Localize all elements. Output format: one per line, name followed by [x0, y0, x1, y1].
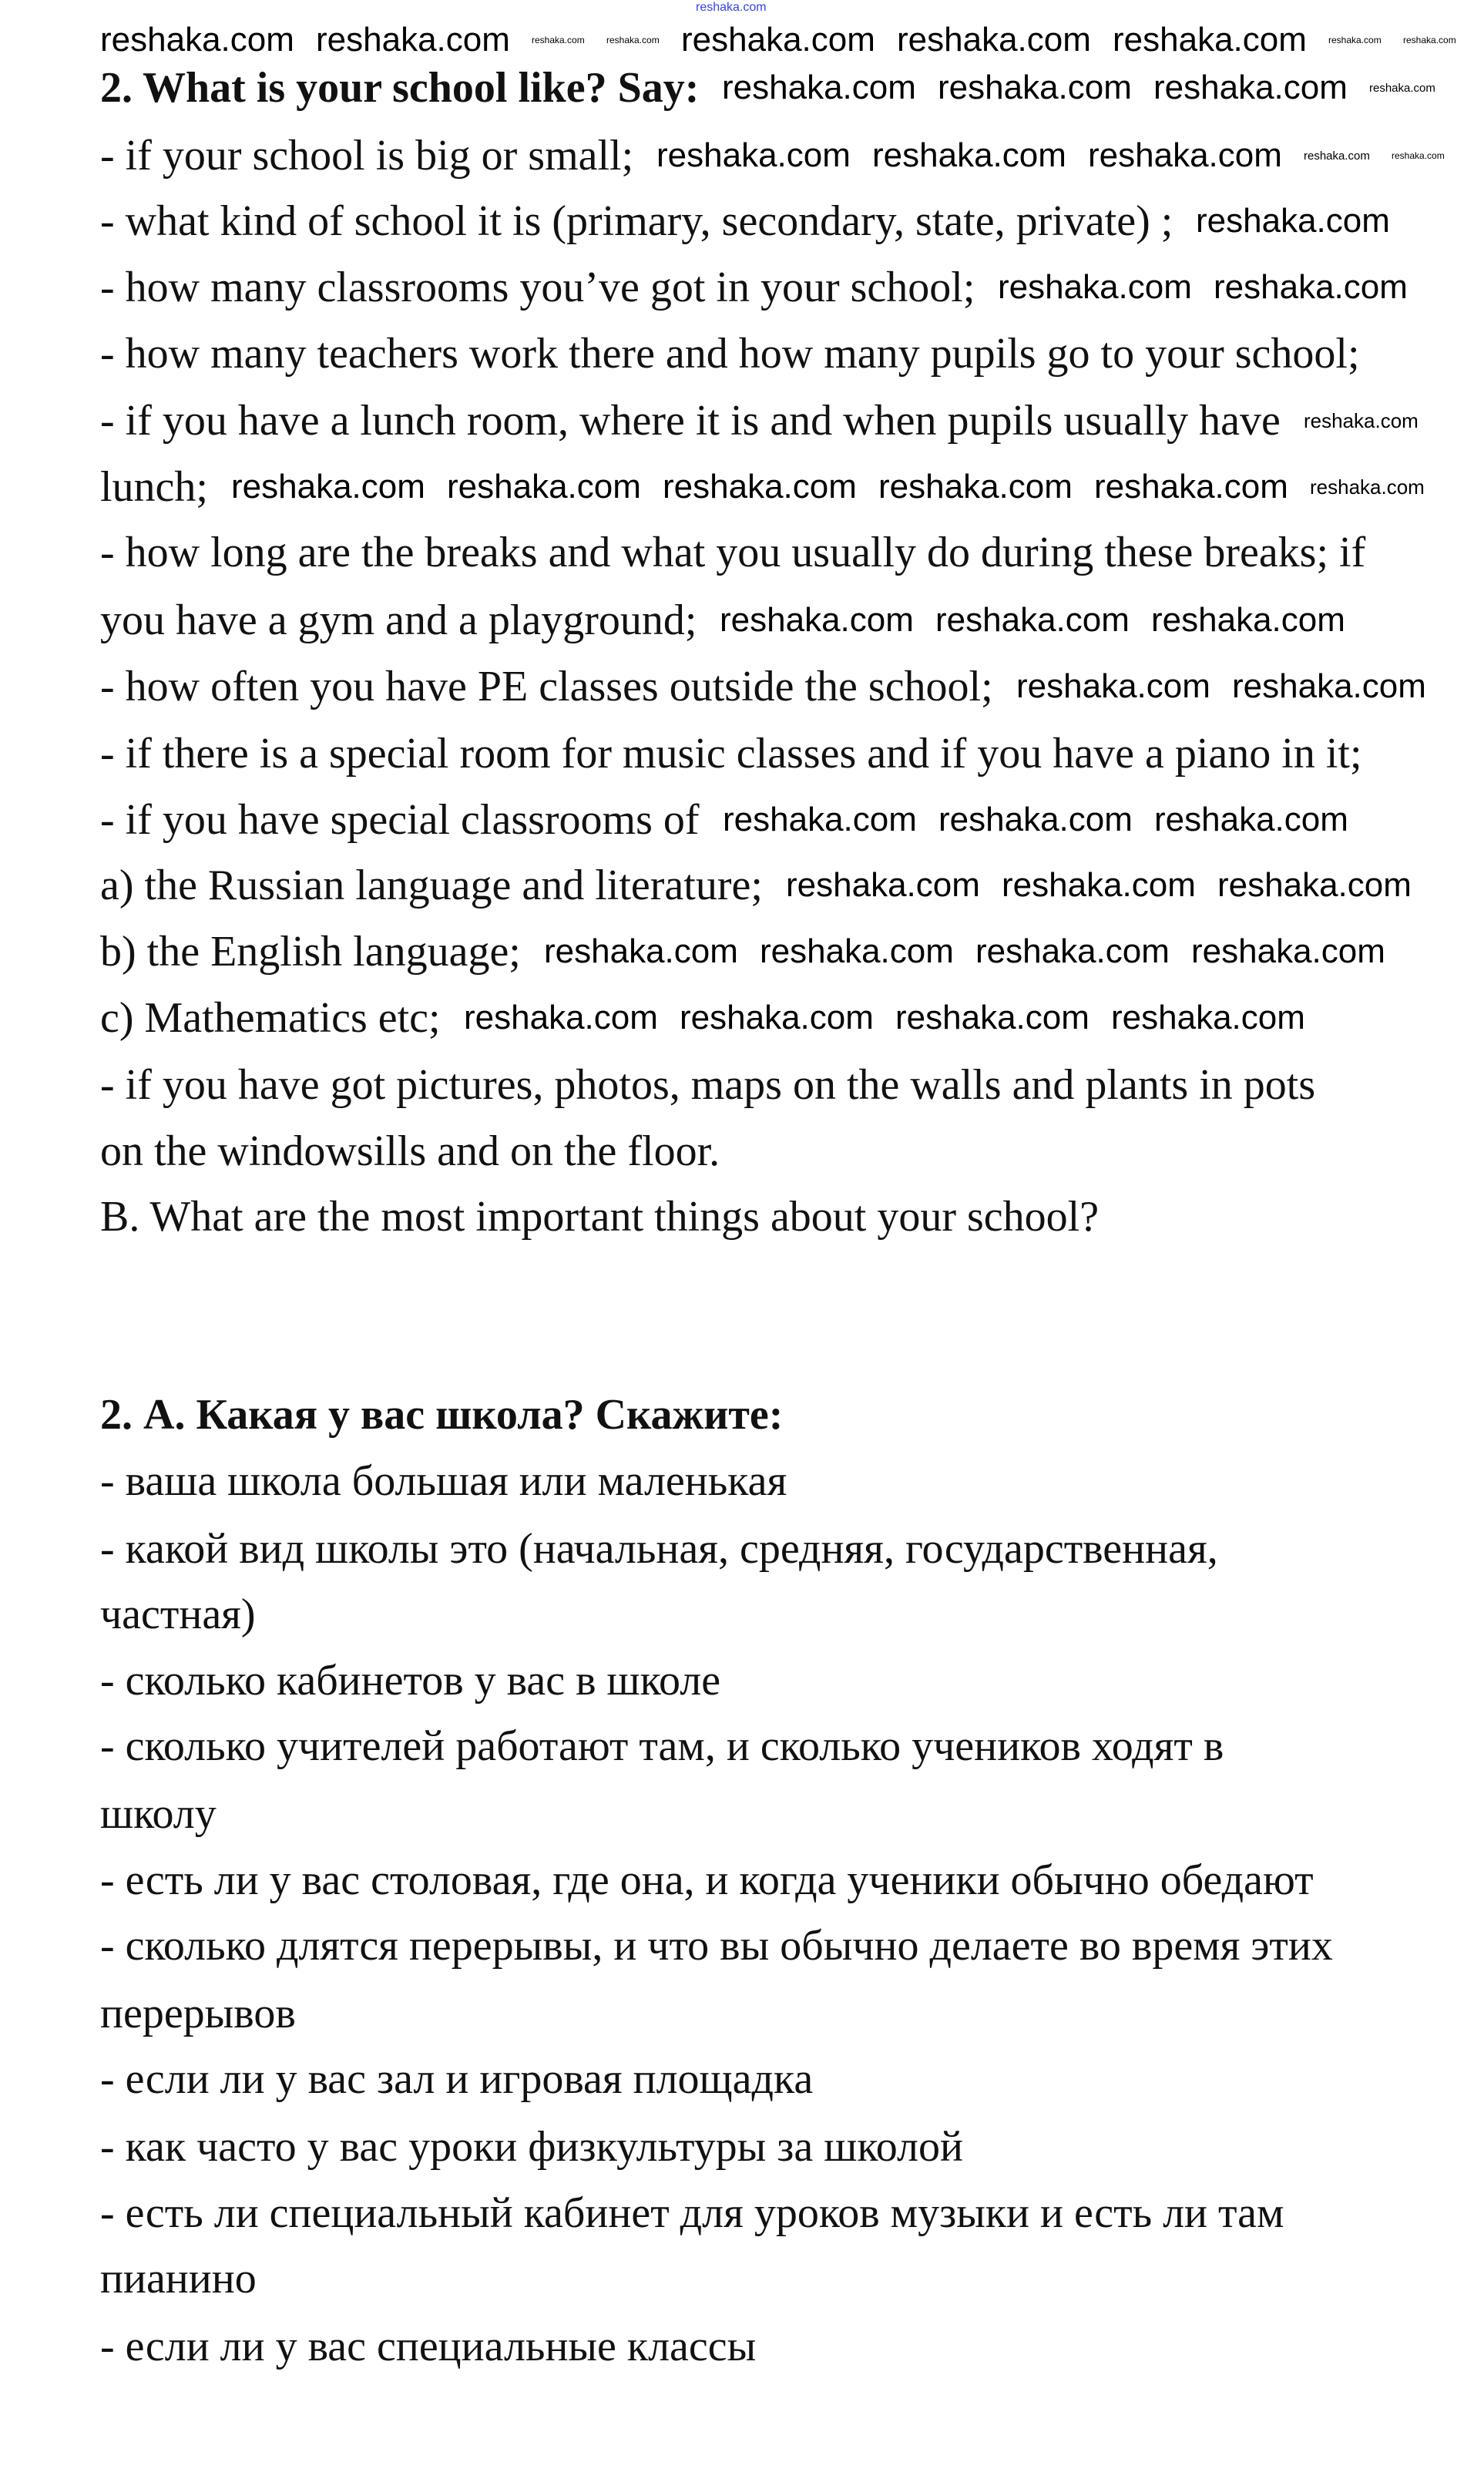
watermark: reshaka.com	[1094, 468, 1288, 506]
english-line: lunch;	[100, 463, 208, 511]
english-line: - if you have a lunch room, where it is and when pupils usually have	[100, 397, 1281, 445]
russian-line: - сколько кабинетов у вас в школе	[100, 1657, 721, 1705]
watermark: reshaka.com	[1304, 409, 1419, 432]
watermark: reshaka.com	[1232, 667, 1426, 705]
watermark: reshaka.com	[938, 801, 1133, 838]
watermark: reshaka.com	[938, 69, 1132, 106]
russian-line: - есть ли у вас столовая, где она, и когда ученики обычно обедают	[100, 1856, 1314, 1904]
russian-line: - как часто у вас уроки физкультуры за школой	[100, 2123, 963, 2171]
watermark: reshaka.com	[1310, 475, 1425, 499]
watermark: reshaka.com	[1088, 136, 1282, 174]
russian-line: школу	[100, 1790, 217, 1838]
watermark: reshaka.com	[606, 35, 660, 45]
russian-line: - есть ли специальный кабинет для уроков музыки и есть ли там	[100, 2189, 1284, 2237]
english-line: - what kind of school it is (primary, secondary, state, private) ;	[100, 197, 1173, 245]
section-heading-russian: 2. А. Какая у вас школа? Скажите:	[100, 1391, 784, 1439]
english-line: b) the English language;	[100, 928, 521, 976]
watermark: reshaka.com	[656, 136, 851, 174]
watermark: reshaka.com	[663, 468, 857, 506]
watermark: reshaka.com	[464, 999, 658, 1036]
english-line: c) Mathematics etc;	[100, 994, 441, 1042]
watermark: reshaka.com	[231, 468, 425, 506]
russian-line: перерывов	[100, 1990, 296, 2037]
watermark: reshaka.com	[1328, 35, 1382, 45]
watermark: reshaka.com	[1392, 150, 1445, 161]
english-line: - how many classrooms you’ve got in your school;	[100, 264, 975, 311]
english-line: B. What are the most important things about your school?	[100, 1193, 1100, 1241]
english-line: a) the Russian language and literature;	[100, 862, 763, 909]
english-line: - if you have got pictures, photos, maps on the walls and plants in pots	[100, 1061, 1316, 1109]
watermark: reshaka.com	[447, 468, 641, 506]
watermark: reshaka.com	[786, 866, 980, 904]
english-line: - if there is a special room for music classes and if you have a piano in it;	[100, 730, 1362, 778]
watermark: reshaka.com	[998, 268, 1192, 306]
watermark: reshaka.com	[1217, 866, 1412, 904]
watermark: reshaka.com	[680, 999, 874, 1036]
watermark: reshaka.com	[722, 69, 916, 106]
watermark: reshaka.com	[1304, 149, 1370, 163]
watermark: reshaka.com	[1111, 999, 1305, 1036]
russian-line: - ваша школа большая или маленькая	[100, 1457, 787, 1505]
watermark: reshaka.com	[872, 136, 1066, 174]
watermark: reshaka.com	[1113, 21, 1307, 59]
russian-line: - сколько учителей работают там, и сколько учеников ходят в	[100, 1722, 1224, 1770]
russian-line: - если ли у вас специальные классы	[100, 2323, 757, 2370]
russian-line: - сколько длятся перерывы, и что вы обычно делаете во время этих	[100, 1922, 1333, 1970]
english-line: - if your school is big or small;	[100, 132, 634, 180]
watermark: reshaka.com	[897, 21, 1091, 59]
watermark: reshaka.com	[1154, 801, 1348, 838]
watermark: reshaka.com	[935, 601, 1130, 639]
watermark: reshaka.com	[681, 21, 875, 59]
watermark: reshaka.com	[878, 468, 1073, 506]
english-line: - how many teachers work there and how many pupils go to your school;	[100, 330, 1360, 378]
watermark-top[interactable]: reshaka.com	[696, 1, 767, 14]
english-line: - if you have special classrooms of	[100, 796, 700, 844]
watermark: reshaka.com	[1153, 69, 1348, 106]
russian-line: пианино	[100, 2255, 257, 2303]
watermark: reshaka.com	[975, 932, 1170, 970]
english-line: - how often you have PE classes outside the school;	[100, 663, 993, 710]
watermark: reshaka.com	[760, 932, 954, 970]
watermark: reshaka.com	[1403, 35, 1456, 45]
watermark: reshaka.com	[1016, 667, 1210, 705]
watermark: reshaka.com	[532, 35, 585, 45]
watermark: reshaka.com	[544, 932, 738, 970]
english-line: on the windowsills and on the floor.	[100, 1127, 720, 1175]
watermark: reshaka.com	[1151, 601, 1345, 639]
watermark: reshaka.com	[1214, 268, 1408, 306]
russian-line: частная)	[100, 1590, 256, 1638]
watermark: reshaka.com	[1002, 866, 1196, 904]
watermark: reshaka.com	[100, 21, 294, 59]
watermark: reshaka.com	[720, 601, 914, 639]
english-line: - how long are the breaks and what you usually do during these breaks; if	[100, 529, 1366, 576]
watermark: reshaka.com	[1196, 202, 1390, 240]
watermark: reshaka.com	[316, 21, 510, 59]
english-line: you have a gym and a playground;	[100, 596, 697, 644]
russian-line: - какой вид школы это (начальная, средняя, государственная,	[100, 1525, 1218, 1573]
watermark: reshaka.com	[1191, 932, 1385, 970]
watermark: reshaka.com	[723, 801, 917, 838]
watermark: reshaka.com	[1369, 81, 1435, 95]
watermark: reshaka.com	[895, 999, 1089, 1036]
russian-line: - если ли у вас зал и игровая площадка	[100, 2055, 814, 2103]
section-heading-english: 2. What is your school like? Say:	[100, 64, 700, 112]
